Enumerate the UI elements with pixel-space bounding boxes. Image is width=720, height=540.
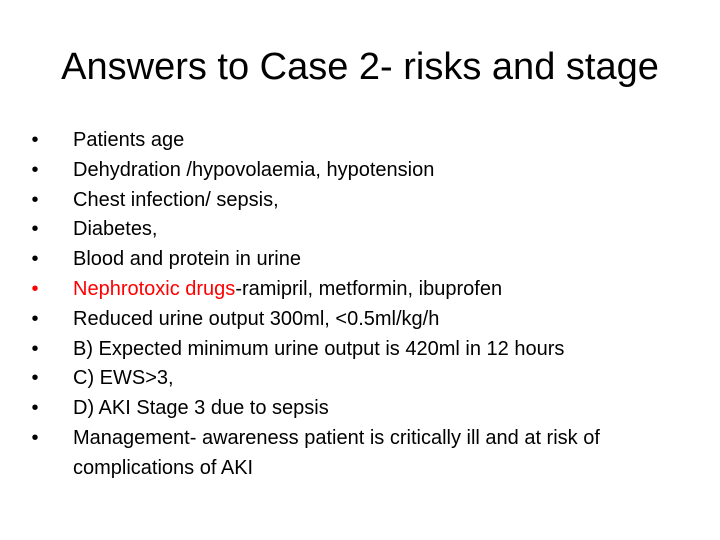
bullet-item [28,126,698,156]
bullet-dot-icon: • [31,307,39,330]
bullet-dot-icon: • [31,188,39,211]
bullet-dot-icon: • [31,367,39,390]
bullet-dot-icon: • [31,218,39,241]
bullet-text: C) EWS>3, [73,367,174,390]
bullet-dot-icon: • [31,158,39,181]
bullet-list [28,126,698,484]
bullet-item [28,215,698,245]
bullet-dot-icon: • [31,248,39,271]
bullet-dot-icon: • [31,397,39,420]
bullet-dot-icon: • [31,337,39,360]
bullet-item [28,335,698,365]
bullet-text: Reduced urine output 300ml, <0.5ml/kg/h [73,307,440,330]
bullet-text: Diabetes, [73,218,158,241]
bullet-item [28,305,698,335]
bullet-item [28,394,698,424]
slide-title: Answers to Case 2- risks and stage [61,46,659,88]
bullet-item [28,156,698,186]
bullet-text: Patients age [73,129,185,151]
bullet-dot-icon: • [31,426,39,449]
bullet-item [28,424,698,484]
bullet-item [28,275,698,305]
bullet-item [28,364,698,394]
bullet-text: Dehydration /hypovolaemia, hypotension [73,158,435,181]
bullet-text: B) Expected minimum urine output is 420ml in 12 hours [73,337,565,360]
bullet-text: Chest infection/ sepsis, [73,188,279,211]
bullet-item [28,245,698,275]
bullet-dot-icon: • [31,277,39,300]
bullet-dot-icon: • [31,129,39,151]
bullet-highlight-text: Nephrotoxic drugs [73,277,236,300]
bullet-text: Management- awareness patient is critically ill and at risk of complications of AKI [73,426,600,479]
bullet-text: -ramipril, metformin, ibuprofen [235,277,503,300]
bullet-text: D) AKI Stage 3 due to sepsis [73,397,329,420]
bullet-text: Blood and protein in urine [73,248,301,271]
bullet-item [28,186,698,216]
